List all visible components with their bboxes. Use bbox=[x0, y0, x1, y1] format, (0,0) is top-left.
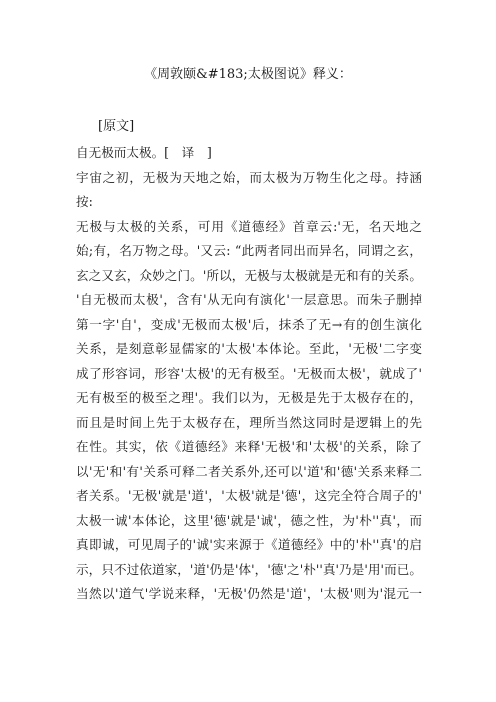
text-line: 示，只不过依道家，'道'仍是'体'，'德'之'朴''真'乃是'用'而已。 bbox=[76, 561, 422, 577]
body-text bbox=[76, 141, 422, 607]
text-line: 真即诚，可见周子的'诚'实来源于《道德经》中的'朴''真'的启 bbox=[76, 537, 422, 552]
text-line: 按: bbox=[76, 194, 93, 209]
document-title: 《周敦颐&#183;太极图说》释义： bbox=[144, 67, 352, 82]
text-line: 始;有，名万物之母。'又云: “此两者同出而异名，同谓之玄， bbox=[76, 243, 422, 258]
text-line: 第一字'自'，变成'无极而太极'后，抹杀了无→有的创生演化 bbox=[76, 316, 422, 332]
text-line: 在性。其实，依《道德经》来释'无极'和'太极'的关系，除了 bbox=[76, 439, 422, 454]
text-line: 关系，是刻意彰显儒家的'太极'本体论。至此，'无极'二字变 bbox=[76, 341, 422, 356]
text-line: 宇宙之初，无极为天地之始，而太极为万物生化之母。持涵 bbox=[76, 169, 422, 185]
text-line: 无极与太极的关系，可用《道德经》首章云:'无，名天地之 bbox=[76, 218, 422, 234]
text-line: 玄之又玄，众妙之门。'所以，无极与太极就是无和有的关系。 bbox=[76, 267, 422, 283]
text-line: 当然以'道气'学说来释，'无极'仍然是'道'，'太极'则为'混元一 bbox=[76, 586, 422, 601]
text-line: 成了形容词，形容'太极'的无有极至。'无极而太极'，就成了' bbox=[76, 365, 422, 381]
text-line: 以'无'和'有'关系可释二者关系外,还可以'道'和'德'关系来释二 bbox=[76, 463, 422, 479]
text-line: 自无极而太极。[ 译 ] bbox=[76, 145, 212, 160]
text-line: 者关系。'无极'就是'道'，'太极'就是'德'，这完全符合周子的' bbox=[76, 488, 422, 503]
text-line: '自无极而太极'，含有'从无向有演化'一层意思。而朱子删掉 bbox=[76, 292, 422, 307]
section-heading: [原文] bbox=[98, 119, 135, 134]
text-line: 太极一诚'本体论，这里'德'就是'诚'，德之性，为'朴''真'，而 bbox=[76, 512, 422, 528]
text-line: 而且是时间上先于太极存在，理所当然这同时是逻辑上的先 bbox=[76, 414, 422, 430]
text-line: 无有极至的极至之理'。我们以为，无极是先于太极存在的， bbox=[76, 390, 422, 405]
